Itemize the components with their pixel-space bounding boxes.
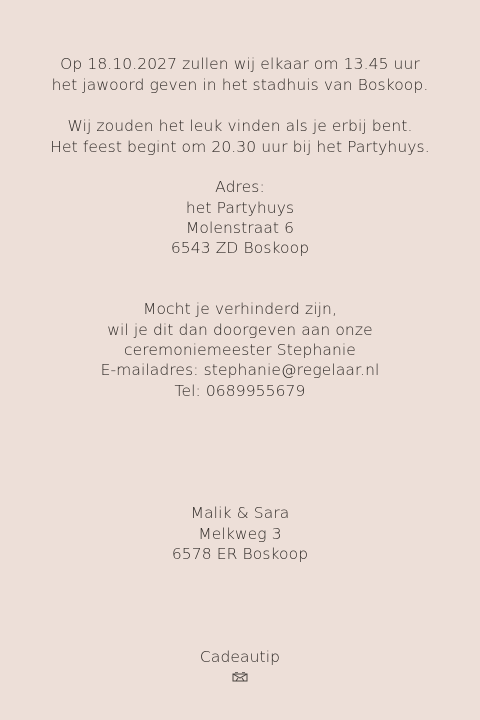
rsvp-phone: Tel: 0689955679 (174, 382, 306, 400)
rsvp-line-2: wil je dit dan doorgeven aan onze (107, 321, 373, 339)
rsvp-line-3: ceremoniemeester Stephanie (124, 341, 356, 359)
rsvp-line-1: Mocht je verhinderd zijn, (143, 300, 337, 318)
rsvp-email: E-mailadres: stephanie@regelaar.nl (100, 361, 380, 379)
ceremony-line-1: Op 18.10.2027 zullen wij elkaar om 13.45 uur (60, 55, 420, 73)
venue-name: het Partyhuys (185, 199, 295, 217)
party-line-1: Wij zouden het leuk vinden als je erbij bent. (67, 117, 413, 135)
ceremony-line-2: het jawoord geven in het stadhuis van Boskoop. (51, 76, 429, 94)
gift-envelope-icon (230, 670, 250, 684)
gift-heading: Cadeautip (199, 648, 281, 666)
couple-names: Malik & Sara (190, 504, 290, 522)
couple-street: Melkweg 3 (198, 525, 282, 543)
party-line-2: Het feest begint om 20.30 uur bij het Partyhuys. (50, 138, 430, 156)
venue-street: Molenstraat 6 (185, 219, 295, 237)
venue-city: 6543 ZD Boskoop (170, 239, 310, 257)
couple-city: 6578 ER Boskoop (171, 545, 309, 563)
venue-heading: Adres: (215, 178, 265, 196)
